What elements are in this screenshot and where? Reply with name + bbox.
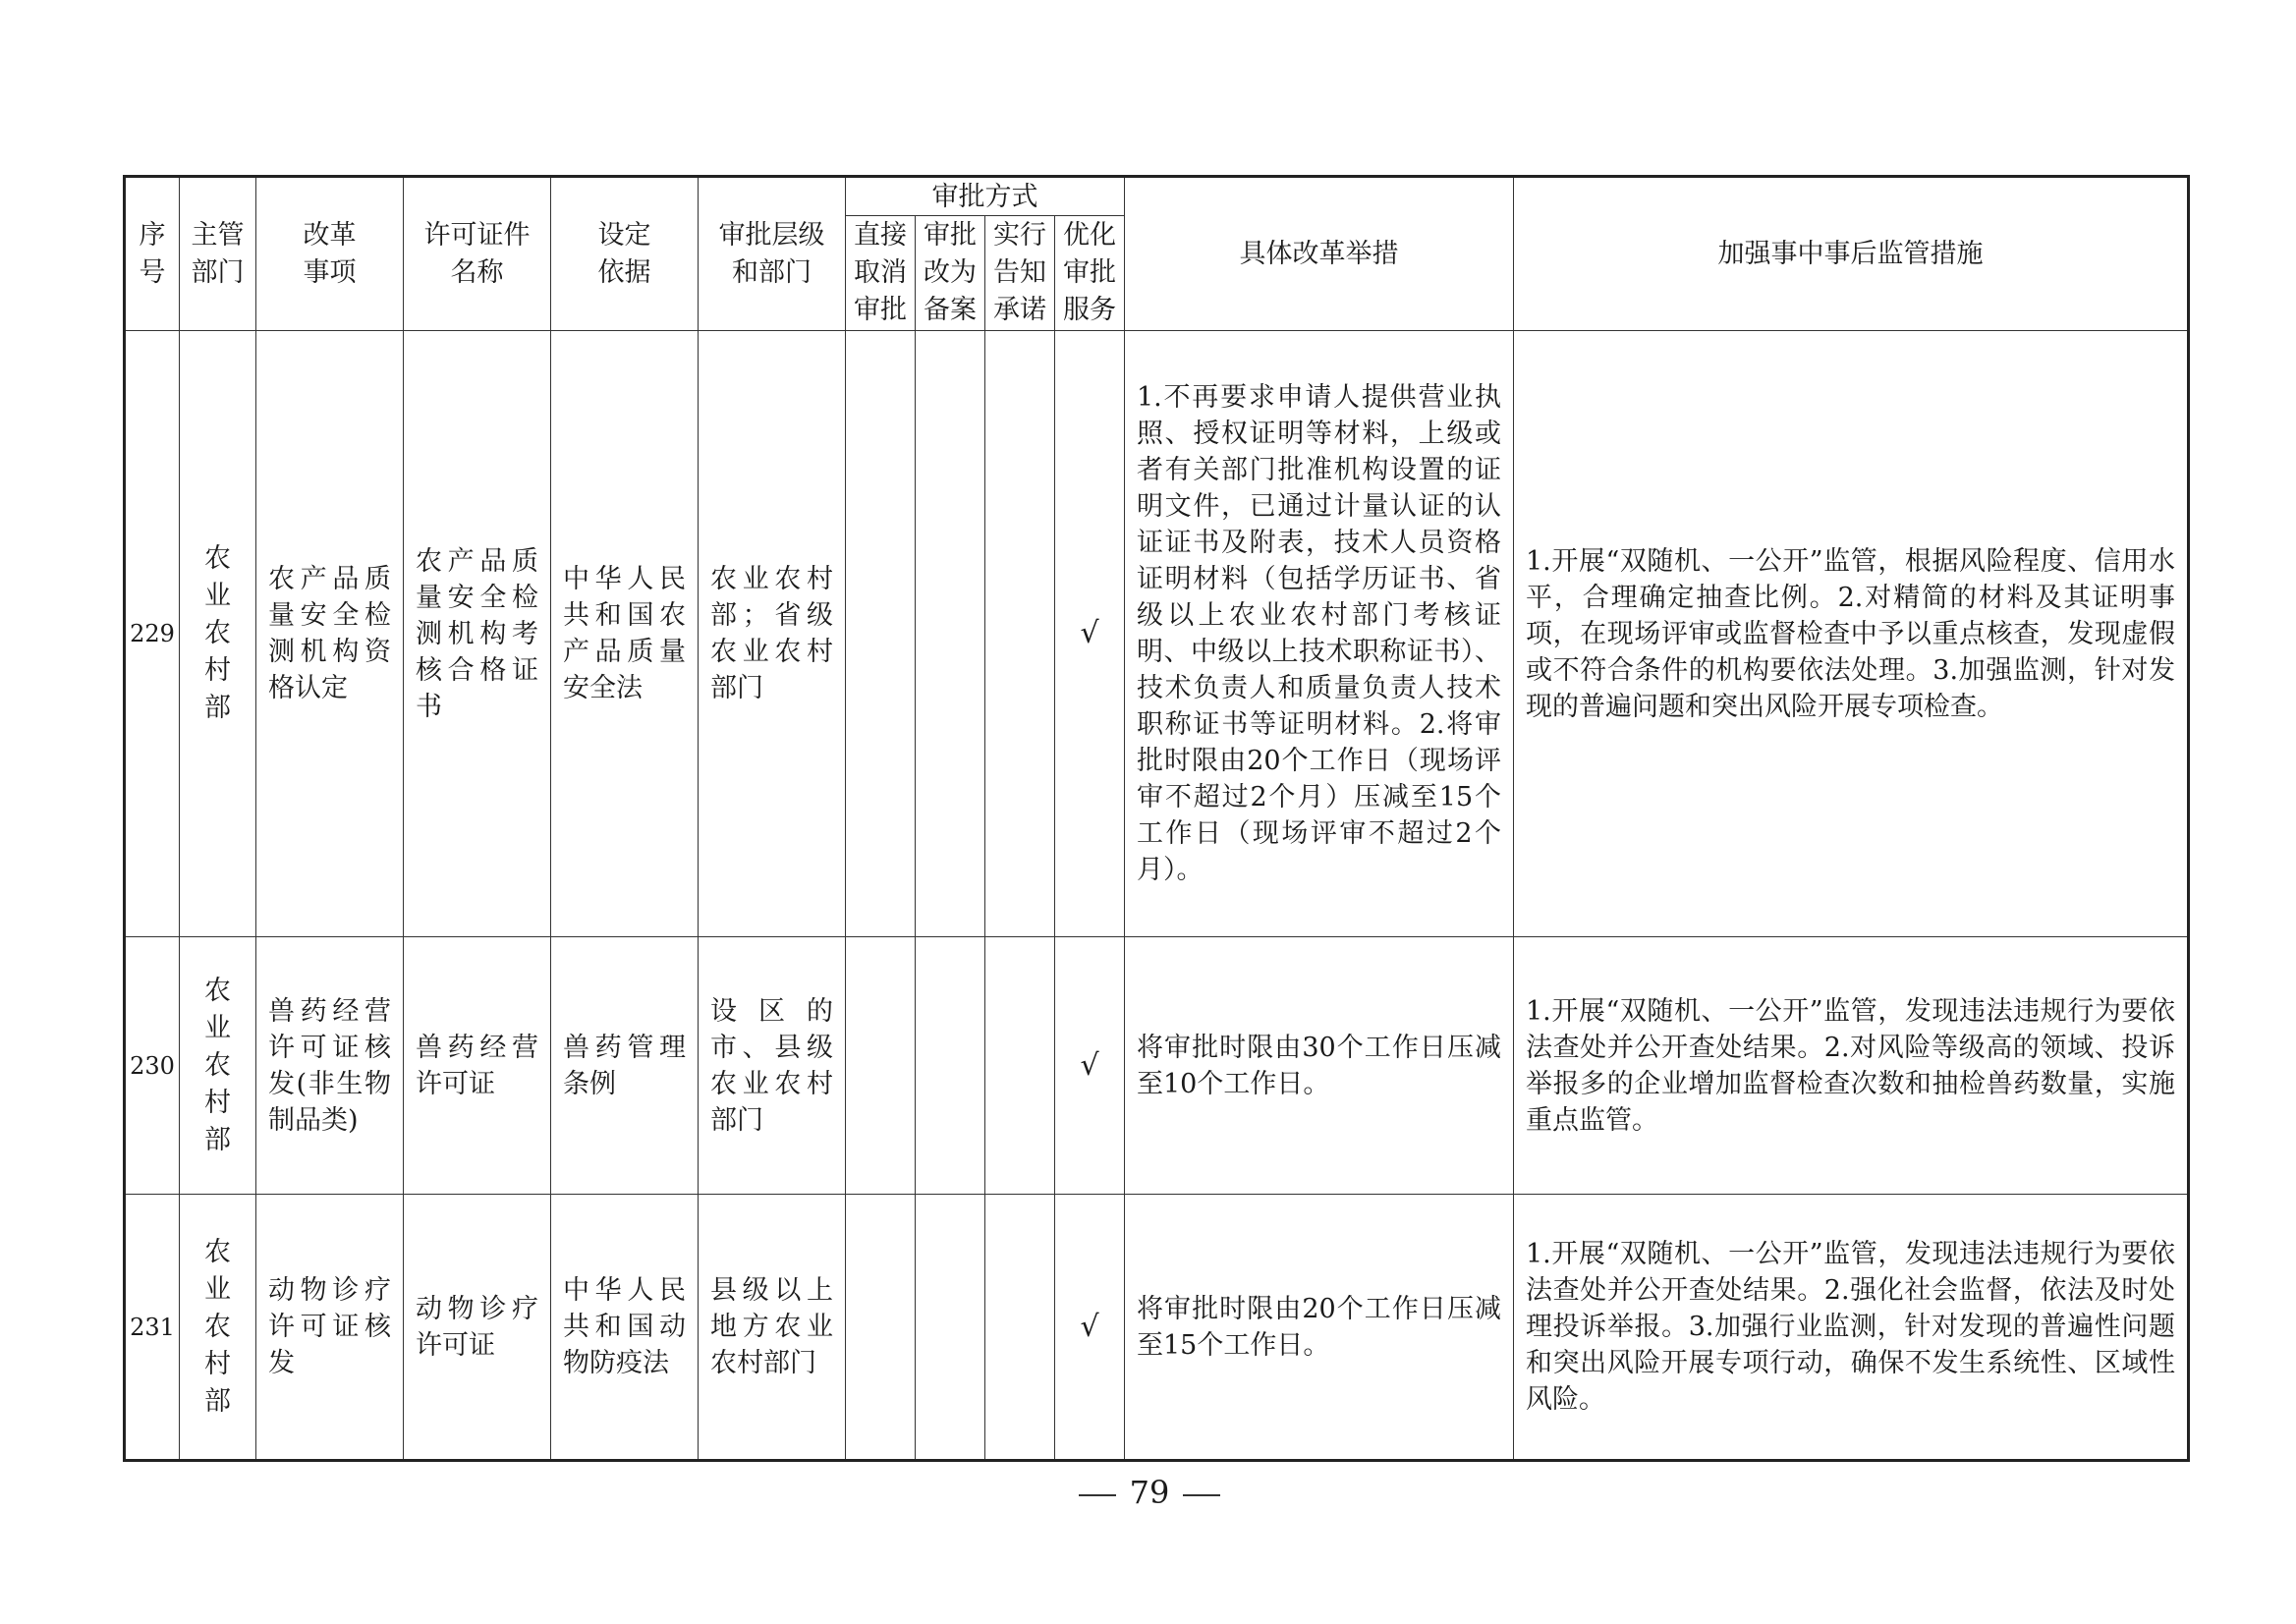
checkmark: √	[1080, 1309, 1099, 1344]
row-method-notify	[985, 937, 1055, 1195]
row-seq: 231	[125, 1195, 180, 1461]
row-dept: 农业农村部	[180, 331, 256, 937]
checkmark: √	[1080, 616, 1099, 650]
row-supervision: 1.开展“双随机、一公开”监管，根据风险程度、信用水平，合理确定抽查比例。2.对精简的材料及其证明事项，在现场评审或监督检查中予以重点核查，发现虚假或不符合条件的机构要依法处理。3.加强监测，针对发现的普遍问题和突出风险开展专项检查。	[1514, 331, 2189, 937]
row-license: 动物诊疗许可证	[404, 1195, 551, 1461]
reform-table	[123, 175, 2190, 1462]
checkmark: √	[1080, 1047, 1099, 1083]
row-seq: 229	[125, 331, 180, 937]
header-item: 改革事项	[256, 177, 404, 331]
row-item: 兽药经营许可证核发(非生物制品类)	[256, 937, 404, 1195]
row-method-optimize	[1055, 937, 1125, 1195]
header-row-top	[125, 177, 2189, 216]
row-item: 农产品质量安全检测机构资格认定	[256, 331, 404, 937]
row-supervision: 1.开展“双随机、一公开”监管，发现违法违规行为要依法查处并公开查处结果。2.强化社会监督，依法及时处理投诉举报。3.加强行业监测，针对发现的普遍性问题和突出风险开展专项行动，确保不发生系统性、区域性风险。	[1514, 1195, 2189, 1461]
header-method-filing: 审批改为备案	[916, 216, 985, 331]
table-row	[125, 331, 2189, 937]
row-basis: 中华人民共和国动物防疫法	[551, 1195, 699, 1461]
header-supervision: 加强事中事后监管措施	[1514, 177, 2189, 331]
header-seq: 序号	[125, 177, 180, 331]
row-method-notify	[985, 1195, 1055, 1461]
row-method-cancel	[846, 1195, 916, 1461]
row-basis: 兽药管理条例	[551, 937, 699, 1195]
header-method-optimize: 优化审批服务	[1055, 216, 1125, 331]
row-method-cancel	[846, 331, 916, 937]
row-method-cancel	[846, 937, 916, 1195]
row-measures: 将审批时限由30个工作日压减至10个工作日。	[1125, 937, 1514, 1195]
header-license: 许可证件名称	[404, 177, 551, 331]
row-license: 农产品质量安全检测机构考核合格证书	[404, 331, 551, 937]
row-item: 动物诊疗许可证核发	[256, 1195, 404, 1461]
table-row	[125, 1195, 2189, 1461]
row-measures: 1.不再要求申请人提供营业执照、授权证明等材料，上级或者有关部门批准机构设置的证明文件，已通过计量认证的认证证书及附表，技术人员资格证明材料（包括学历证书、省级以上农业农村部门考核证明、中级以上技术职称证书）、技术负责人和质量负责人技术职称证书等证明材料。2.将审批时限由20个工作日（现场评审不超过2个月）压减至15个工作日（现场评审不超过2个月）。	[1125, 331, 1514, 937]
header-level: 审批层级和部门	[699, 177, 846, 331]
row-seq: 230	[125, 937, 180, 1195]
row-method-optimize	[1055, 1195, 1125, 1461]
table-row	[125, 937, 2189, 1195]
page-number: 79	[1061, 1474, 1238, 1511]
header-method-group: 审批方式	[846, 177, 1125, 216]
row-level: 设区的市、县级农业农村部门	[699, 937, 846, 1195]
header-method-cancel: 直接取消审批	[846, 216, 916, 331]
header-method-notify: 实行告知承诺	[985, 216, 1055, 331]
row-method-filing	[916, 1195, 985, 1461]
row-supervision: 1.开展“双随机、一公开”监管，发现违法违规行为要依法查处并公开查处结果。2.对风险等级高的领域、投诉举报多的企业增加监督检查次数和抽检兽药数量，实施重点监管。	[1514, 937, 2189, 1195]
row-dept: 农业农村部	[180, 937, 256, 1195]
page-dash-right	[1183, 1494, 1220, 1496]
row-dept: 农业农村部	[180, 1195, 256, 1461]
row-license: 兽药经营许可证	[404, 937, 551, 1195]
row-level: 县级以上地方农业农村部门	[699, 1195, 846, 1461]
header-measures: 具体改革举措	[1125, 177, 1514, 331]
row-method-filing	[916, 937, 985, 1195]
header-basis: 设定依据	[551, 177, 699, 331]
row-measures: 将审批时限由20个工作日压减至15个工作日。	[1125, 1195, 1514, 1461]
row-level: 农业农村部；省级农业农村部门	[699, 331, 846, 937]
row-method-filing	[916, 331, 985, 937]
header-dept: 主管部门	[180, 177, 256, 331]
row-method-optimize	[1055, 331, 1125, 937]
page-dash-left	[1079, 1494, 1116, 1496]
row-basis: 中华人民共和国农产品质量安全法	[551, 331, 699, 937]
row-method-notify	[985, 331, 1055, 937]
